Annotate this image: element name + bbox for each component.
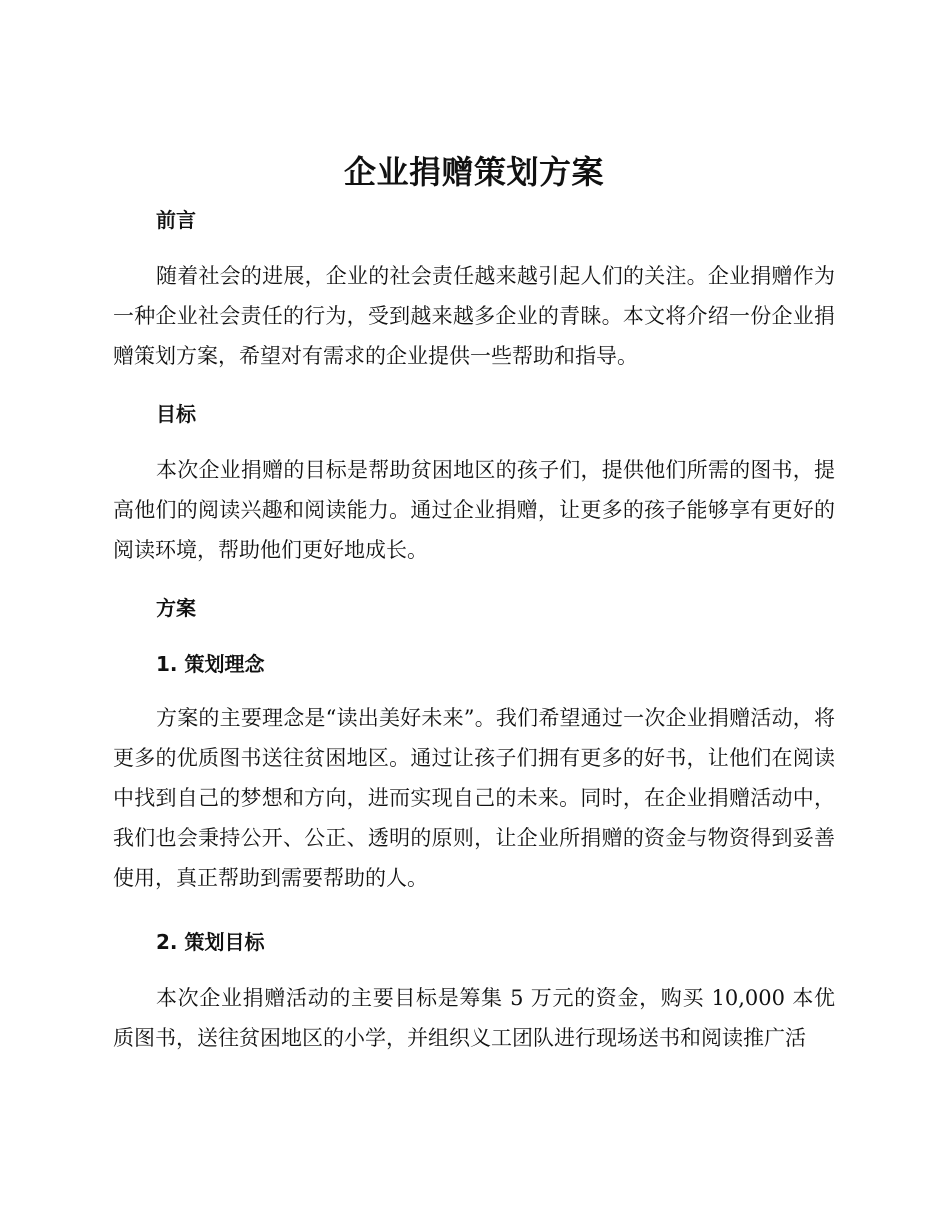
heading-concept: 1. 策划理念 [156,652,265,676]
paragraph-target: 本次企业捐赠活动的主要目标是筹集 5 万元的资金，购买 10,000 本优质图书，送往贫困地区的小学，并组织义工团队进行现场送书和阅读推广活 [113,986,835,1050]
heading-plan: 方案 [156,596,196,620]
paragraph-concept: 方案的主要理念是“读出美好未来”。我们希望通过一次企业捐赠活动，将更多的优质图书送往贫困地区。通过让孩子们拥有更多的好书，让他们在阅读中找到自己的梦想和方向，进而实现自己的未来。同时，在企业捐赠活动中，我们也会秉持公开、公正、透明的原则，让企业所捐赠的资金与物资得到妥善使用，真正帮助到需要帮助的人。 [113,706,835,890]
paragraph-goal: 本次企业捐赠的目标是帮助贫困地区的孩子们，提供他们所需的图书，提高他们的阅读兴趣和阅读能力。通过企业捐赠，让更多的孩子能够享有更好的阅读环境，帮助他们更好地成长。 [113,458,835,562]
heading-goal: 目标 [156,402,196,426]
paragraph-preface: 随着社会的进展，企业的社会责任越来越引起人们的关注。企业捐赠作为一种企业社会责任的行为，受到越来越多企业的青睐。本文将介绍一份企业捐赠策划方案，希望对有需求的企业提供一些帮助和指导。 [113,264,835,368]
document-title: 企业捐赠策划方案 [343,153,604,191]
heading-preface: 前言 [156,208,196,232]
heading-target: 2. 策划目标 [156,930,265,954]
